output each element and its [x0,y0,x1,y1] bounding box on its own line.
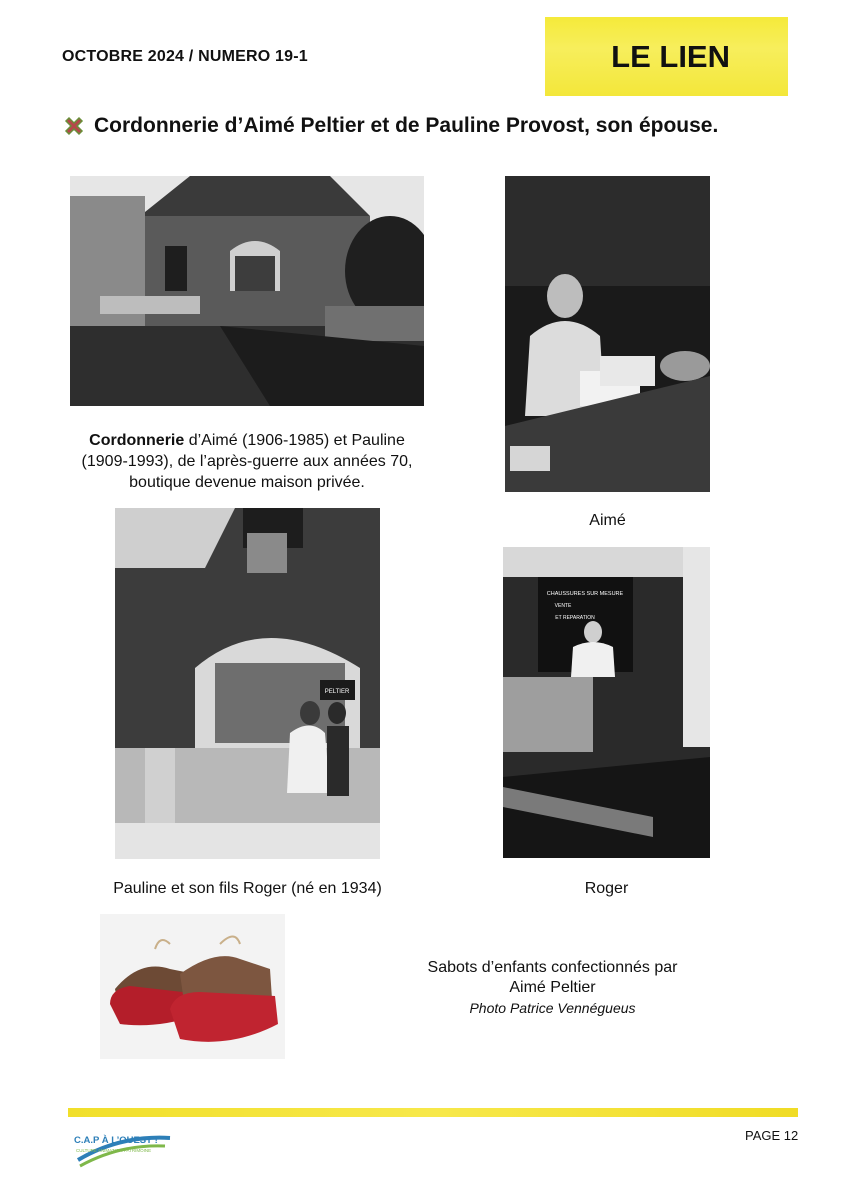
footer-bar [68,1108,798,1117]
cross-icon [62,114,86,138]
issue-date: OCTOBRE 2024 / NUMERO 19-1 [62,48,308,65]
shop-sign-peltier: PELTIER [324,689,350,695]
brand-title: LE LIEN [611,39,730,74]
sabots-caption [395,958,710,1019]
sabots-caption-line1: Sabots d’enfants confectionnés par [427,959,678,976]
logo-text: C.A.P À L’OUEST ! [74,1135,158,1146]
logo-subtext: CULTURE ANIMATION PATRIMOINE [76,1148,152,1153]
roger-caption: Roger [584,880,629,897]
house-caption-line2: (1909-1993), de l’après-guerre aux années 70, [81,453,413,470]
shop-sign-line1: CHAUSSURES SUR MESURE [546,591,624,597]
shop-sign-line2: VENTE [554,603,572,609]
sabots-photo [100,914,285,1059]
house-photo [70,176,424,406]
article-title-row [62,114,718,138]
shop-sign-line3: ET REPARATION [555,615,595,621]
sabots-caption-line2: Aimé Peltier [509,979,596,996]
aime-photo [505,176,710,492]
pauline-photo [115,508,380,859]
roger-photo [503,547,710,858]
page-number: PAGE 12 [745,1128,799,1143]
cap-ouest-logo [70,1120,180,1172]
aime-caption: Aimé [589,512,626,529]
house-caption [70,430,424,493]
article-title: Cordonnerie d’Aimé Peltier et de Pauline Provost, son épouse. [94,114,719,137]
sabots-photo-credit: Photo Patrice Vennégueus [469,1000,636,1016]
pauline-caption: Pauline et son fils Roger (né en 1934) [113,880,382,897]
brand-box [545,17,788,96]
house-caption-bold: Cordonnerie [89,432,185,449]
house-caption-line3: boutique devenue maison privée. [129,474,365,491]
house-caption-rest: d’Aimé (1906-1985) et Pauline [184,432,405,449]
